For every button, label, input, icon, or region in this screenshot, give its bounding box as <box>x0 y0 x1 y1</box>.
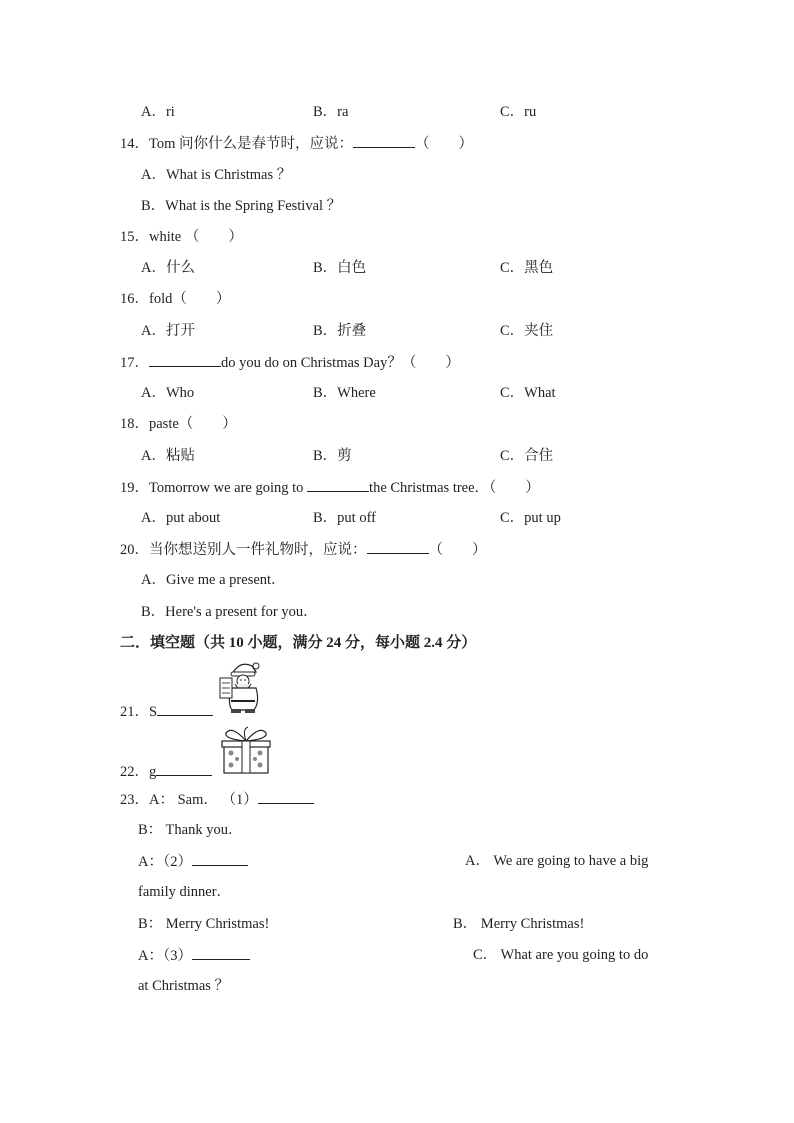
q22-label: 22．g <box>120 764 157 780</box>
q15-option-a: A．什么 <box>141 260 195 276</box>
q17-option-c: C．What <box>500 385 556 401</box>
q23-blank-1[interactable] <box>258 789 314 804</box>
q16-option-a: A．打开 <box>141 323 195 339</box>
q14-option-b: B．What is the Spring Festival ？ <box>141 198 342 214</box>
q16-option-c: C．夹住 <box>500 323 554 339</box>
q23-line-3-text: A：（2） <box>138 854 192 870</box>
section-2-heading: 二．填空题（共 10 小题，满分 24 分，每小题 2.4 分） <box>120 635 477 651</box>
q20-blank[interactable] <box>367 539 429 554</box>
q19-stem-text: 19．Tomorrow we are going to <box>120 480 304 496</box>
santa-illustration-icon <box>218 658 268 714</box>
q22-line <box>120 761 212 782</box>
q17-stem <box>120 352 460 373</box>
q17-option-b: B．Where <box>313 385 376 401</box>
q23-blank-3[interactable] <box>192 945 250 960</box>
q17-option-a: A．Who <box>141 385 195 401</box>
q16-option-b: B．折叠 <box>313 323 367 339</box>
q23-line-5 <box>138 945 250 966</box>
q15-stem: 15．white （ ） <box>120 229 243 245</box>
q21-blank[interactable] <box>157 701 213 716</box>
q17-number: 17． <box>120 355 149 371</box>
q23-option-b: B． Merry Christmas! <box>453 916 585 932</box>
q14-blank[interactable] <box>353 133 415 148</box>
q14-paren: （ ） <box>415 136 473 152</box>
q21-line <box>120 701 213 722</box>
q18-option-c: C．合住 <box>500 448 554 464</box>
q20-option-a: A．Give me a present． <box>141 572 286 588</box>
q21-label: 21．S <box>120 704 158 720</box>
q19-stem-tail: the Christmas tree．（ ） <box>369 480 540 496</box>
q14-stem-text: 14．Tom 问你什么是春节时，应说： <box>120 136 353 152</box>
q23-option-c-line-1: C． What are you going to do <box>473 947 649 963</box>
q20-paren: （ ） <box>428 542 487 558</box>
q20-stem <box>120 539 487 560</box>
q13-option-b: B．ra <box>313 104 349 120</box>
q18-option-b: B．剪 <box>313 448 352 464</box>
q23-line-2: B： Thank you． <box>138 822 243 838</box>
q19-option-c: C．put up <box>500 510 561 526</box>
q19-blank[interactable] <box>307 477 369 492</box>
q19-option-a: A．put about <box>141 510 221 526</box>
q23-option-c-line-2: at Christmas ？ <box>138 978 230 994</box>
q16-stem: 16．fold（ ） <box>120 291 231 307</box>
gift-box-icon <box>218 725 274 775</box>
q17-stem-text: do you do on Christmas Day？（ ） <box>221 355 460 371</box>
q17-blank[interactable] <box>149 352 221 367</box>
q18-stem: 18．paste（ ） <box>120 416 237 432</box>
q20-stem-text: 20．当你想送别人一件礼物时，应说： <box>120 542 367 558</box>
q15-option-b: B．白色 <box>313 260 367 276</box>
q18-option-a: A．粘贴 <box>141 448 195 464</box>
q23-option-a-line-2: family dinner． <box>138 884 232 900</box>
q23-line-4: B： Merry Christmas! <box>138 916 270 932</box>
q23-line-5-text: A：（3） <box>138 948 192 964</box>
q23-line-1 <box>120 789 314 810</box>
q13-option-c: C．ru <box>500 104 537 120</box>
q23-line-3 <box>138 851 248 872</box>
q23-line-1-text: 23．A： Sam． （1） <box>120 792 258 808</box>
q20-option-b: B．Here's a present for you． <box>141 604 318 620</box>
q13-option-a: A．ri <box>141 104 175 120</box>
q19-stem <box>120 477 540 498</box>
q14-stem <box>120 133 473 154</box>
q19-option-b: B．put off <box>313 510 376 526</box>
q15-option-c: C．黑色 <box>500 260 554 276</box>
q23-blank-2[interactable] <box>192 851 248 866</box>
q23-option-a-line-1: A． We are going to have a big <box>465 853 649 869</box>
q22-blank[interactable] <box>156 761 212 776</box>
q14-option-a: A．What is Christmas ？ <box>141 167 292 183</box>
